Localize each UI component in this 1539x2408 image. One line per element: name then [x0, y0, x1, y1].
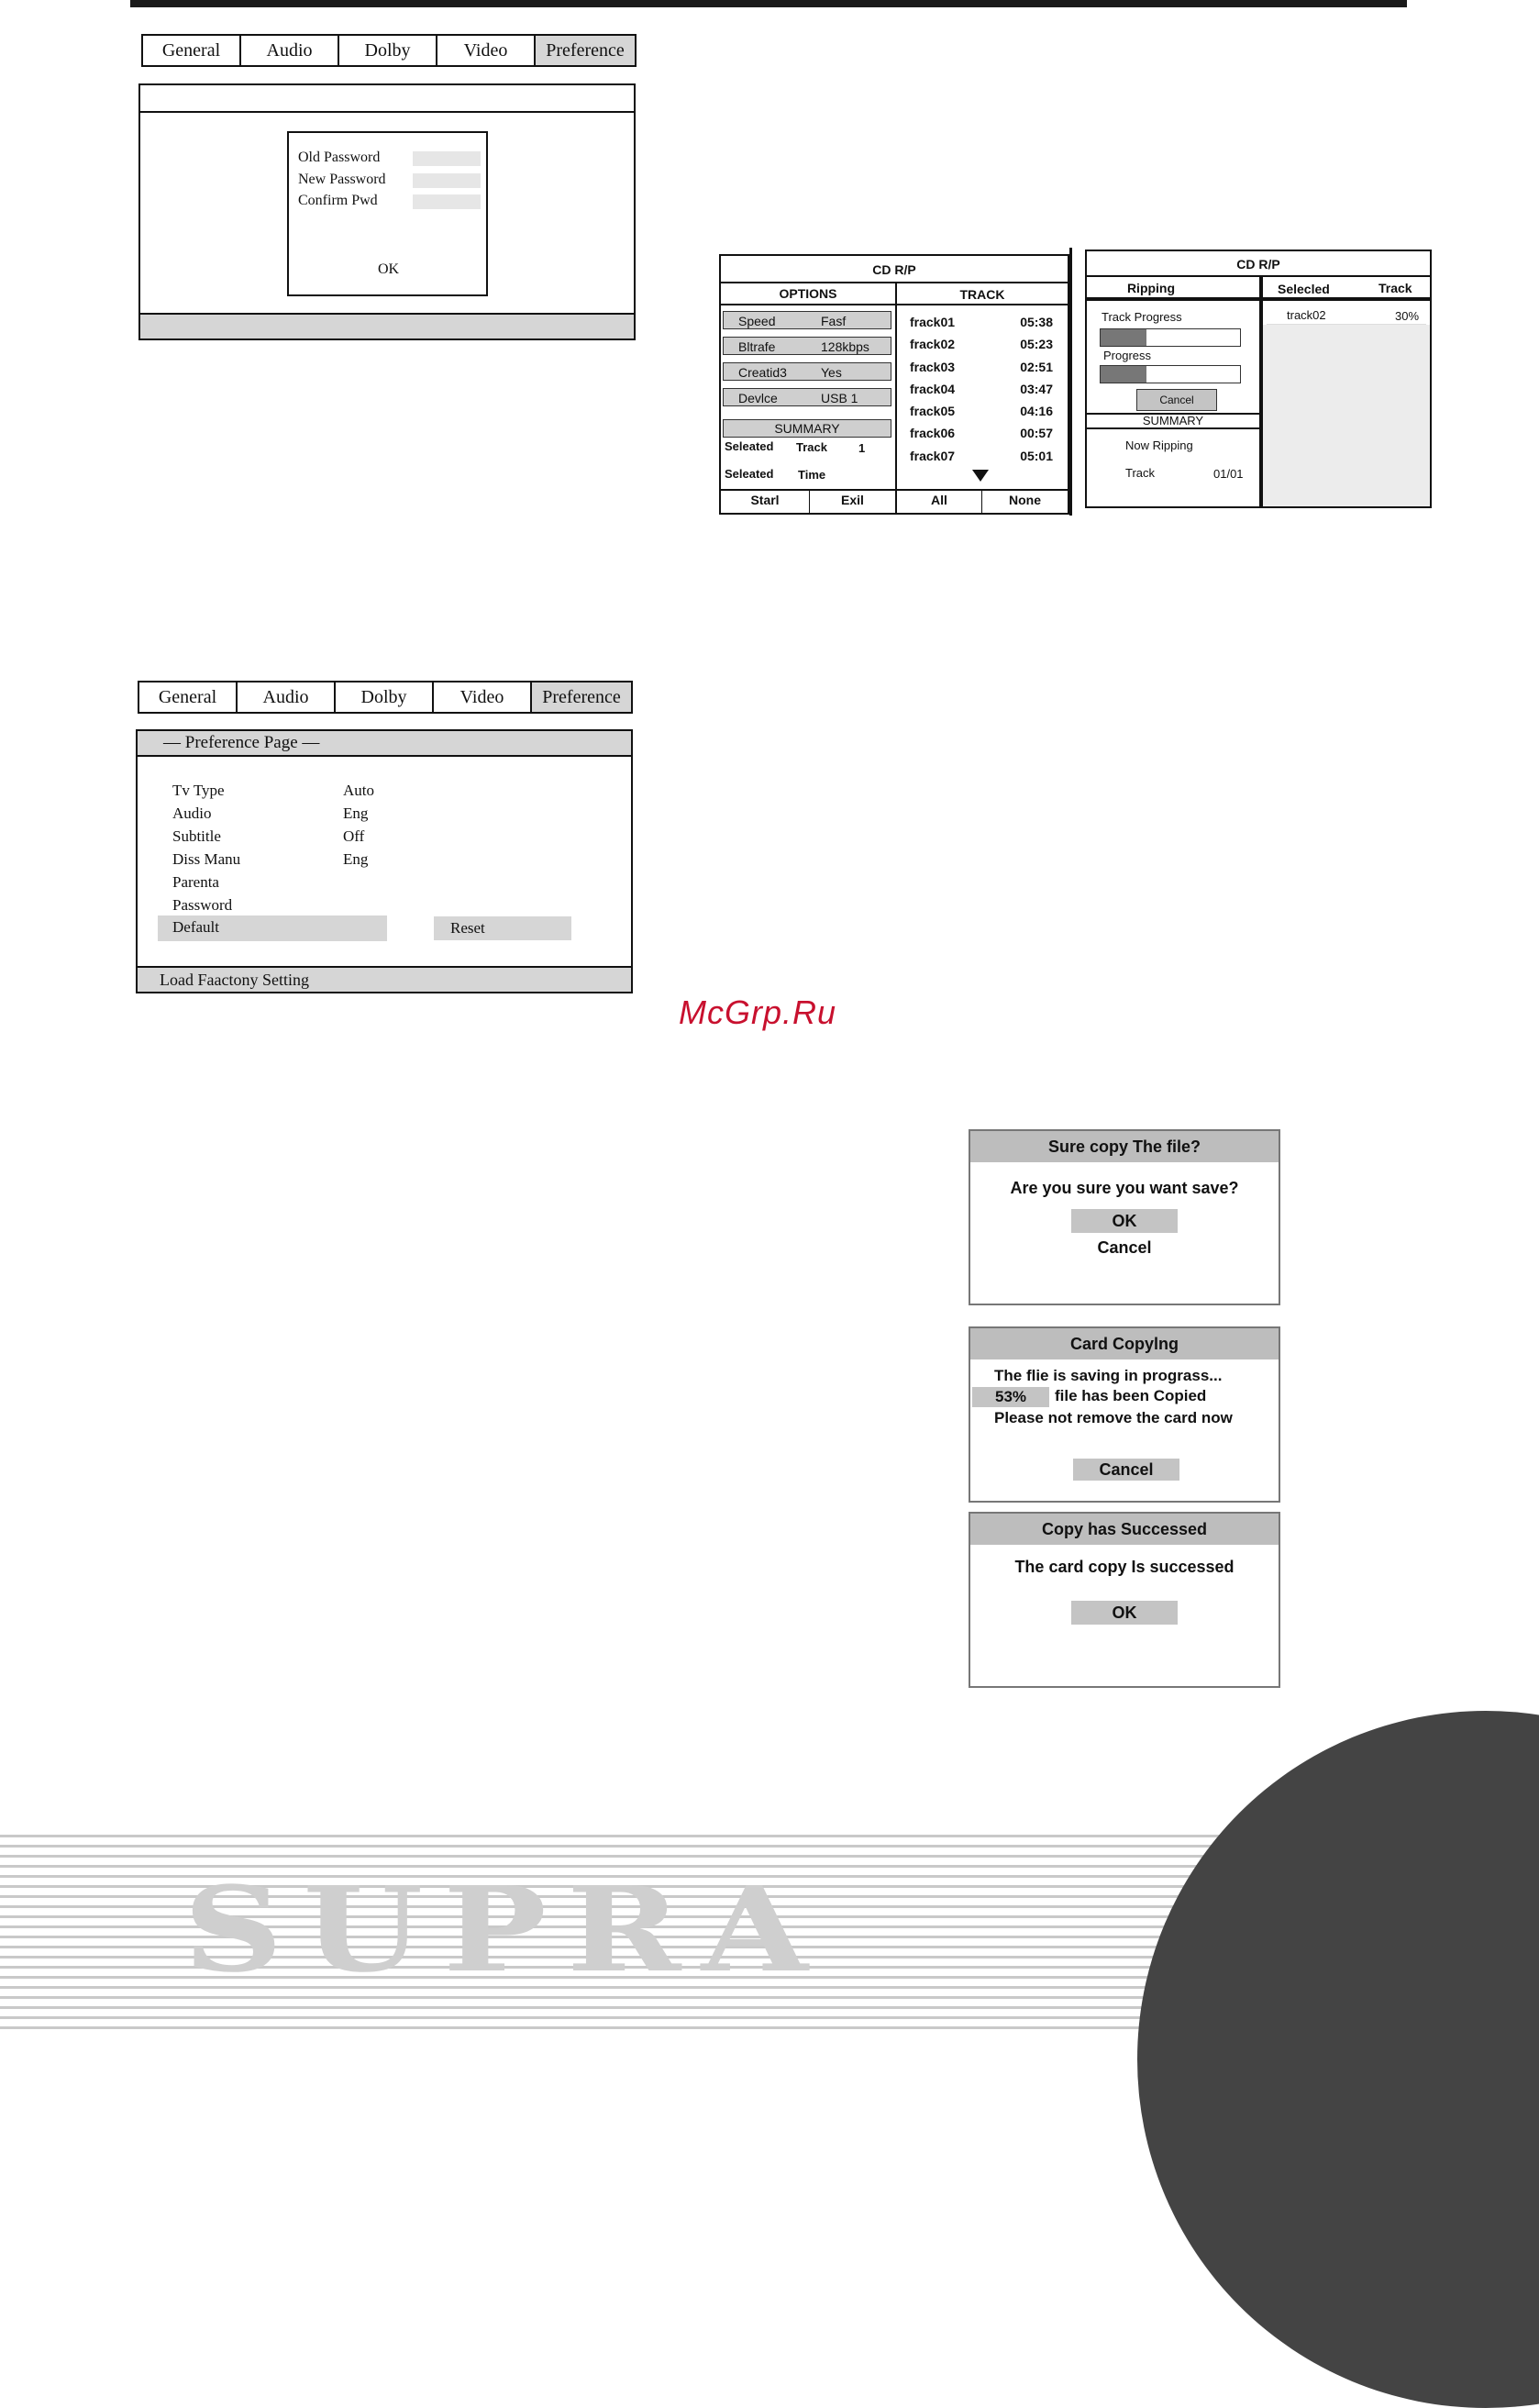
track-name: frack05 [910, 404, 956, 419]
copy-success-dialog [969, 1512, 1280, 1688]
option-value: 128kbps [821, 339, 869, 354]
track-time: 02:51 [1020, 359, 1053, 374]
track-row[interactable] [910, 445, 1053, 467]
option-value: Yes [821, 365, 842, 380]
tab-audio[interactable]: Audio [236, 681, 334, 714]
track-header: Track [1378, 281, 1412, 295]
select-all-button[interactable]: All [931, 493, 947, 507]
start-button[interactable]: Starl [750, 493, 780, 507]
progress-label: Progress [1103, 349, 1152, 362]
password-tabs [141, 34, 637, 67]
new-password-field[interactable] [413, 173, 481, 188]
progress-bar [1100, 365, 1241, 383]
track-time: 05:23 [1020, 337, 1053, 352]
track-row[interactable] [910, 356, 1053, 378]
tab-preference[interactable]: Preference [534, 34, 637, 67]
pref-value: Auto [343, 782, 374, 799]
status-bar [140, 313, 634, 338]
tab-video[interactable]: Video [436, 34, 534, 67]
cancel-button[interactable]: Cancel [1073, 1459, 1179, 1481]
pref-label[interactable]: Parenta [172, 873, 219, 891]
selected-time-label: Seleated [725, 467, 774, 481]
now-ripping-label: Now Ripping [1125, 438, 1193, 452]
track-header: TRACK [897, 283, 1068, 305]
pref-value: Eng [343, 805, 369, 822]
pref-label[interactable]: Audio [172, 805, 212, 822]
selected-track-name: track02 [1287, 308, 1326, 322]
copying-line2: file has been Copied [1055, 1387, 1207, 1404]
track-name: frack01 [910, 315, 956, 329]
pref-value: Off [343, 827, 365, 845]
summary-label: SUMMARY [723, 419, 891, 438]
options-header: OPTIONS [721, 283, 895, 305]
track-name: frack06 [910, 426, 956, 441]
cancel-button[interactable]: Cancel [1136, 389, 1217, 411]
new-password-label: New Password [298, 172, 386, 187]
track-name: frack07 [910, 448, 956, 463]
column-divider [895, 283, 897, 513]
footer-divider [721, 489, 1068, 491]
card-copying-dialog [969, 1326, 1280, 1503]
track-list [910, 311, 1053, 467]
save-confirm-dialog [969, 1129, 1280, 1305]
track-time: 05:38 [1020, 315, 1053, 329]
brand-logo: SUPRA [183, 1860, 828, 1999]
dialog-title: Copy has Successed [970, 1514, 1279, 1545]
pref-values [343, 779, 374, 871]
tab-video[interactable]: Video [432, 681, 530, 714]
cd-rip-title: CD R/P [1087, 251, 1430, 277]
option-label: Bltrafe [738, 339, 776, 354]
track-time: 00:57 [1020, 426, 1053, 441]
ripping-header: Ripping [1126, 281, 1176, 295]
tab-dolby[interactable]: Dolby [334, 681, 432, 714]
panel-separator [1069, 248, 1072, 516]
dialog-title: Card Copylng [970, 1328, 1279, 1359]
selected-track-key: Track [796, 440, 827, 454]
track-count: 01/01 [1213, 467, 1244, 481]
preference-tabs [138, 681, 633, 714]
track-row[interactable] [910, 333, 1053, 355]
track-row[interactable] [910, 311, 1053, 333]
track-time: 03:47 [1020, 381, 1053, 396]
dialog-title: Sure copy The file? [970, 1131, 1279, 1162]
scroll-down-icon[interactable] [972, 470, 989, 482]
track-name: frack03 [910, 359, 956, 374]
old-password-label: Old Password [298, 150, 381, 165]
dialog-question: Are you sure you want save? [1010, 1179, 1239, 1197]
watermark: McGrp.Ru [679, 993, 837, 1031]
status-bar: Load Faactony Setting [138, 966, 631, 992]
option-label: Creatid3 [738, 365, 787, 380]
cd-rip-options-panel [719, 254, 1069, 515]
success-message: The card copy Is successed [1014, 1558, 1235, 1576]
selected-track-percent: 30% [1395, 309, 1420, 323]
select-none-button[interactable]: None [1009, 493, 1041, 507]
track-row[interactable] [910, 400, 1053, 422]
tab-preference[interactable]: Preference [530, 681, 633, 714]
selected-track-label: Seleated [725, 439, 774, 453]
option-label: Speed [738, 314, 776, 328]
pref-label[interactable]: Subtitle [172, 827, 221, 845]
option-speed[interactable] [723, 311, 891, 329]
tab-general[interactable]: General [138, 681, 236, 714]
password-panel [138, 83, 636, 340]
password-dialog [287, 131, 488, 296]
ok-button[interactable]: OK [378, 261, 400, 277]
copy-percent: 53% [972, 1387, 1049, 1407]
preference-panel [136, 729, 633, 993]
option-value: Fasf [821, 314, 847, 328]
track-progress-bar [1100, 328, 1241, 347]
pref-value: Eng [343, 850, 369, 868]
track-name: frack02 [910, 337, 956, 352]
pref-label[interactable]: Diss Manu [172, 850, 241, 868]
track-time: 04:16 [1020, 404, 1053, 419]
tab-general[interactable]: General [141, 34, 239, 67]
page-title: — Preference Page — [138, 731, 631, 757]
track-row[interactable] [910, 378, 1053, 400]
confirm-pwd-label: Confirm Pwd [298, 193, 378, 208]
track-label: Track [1125, 466, 1156, 480]
default-item[interactable]: Default [158, 915, 387, 941]
old-password-field[interactable] [413, 151, 481, 166]
exit-button[interactable]: Exil [841, 493, 864, 507]
option-bitrate[interactable] [723, 337, 891, 355]
tab-audio[interactable]: Audio [239, 34, 338, 67]
copying-line1: The flie is saving in prograss... [994, 1367, 1223, 1384]
cd-rip-progress-panel [1085, 250, 1432, 508]
track-progress-fill [1101, 329, 1146, 346]
option-createid3[interactable] [723, 362, 891, 381]
confirm-pwd-field[interactable] [413, 194, 481, 209]
panel-divider [140, 111, 634, 113]
option-device[interactable] [723, 388, 891, 406]
reset-button[interactable]: Reset [434, 916, 571, 940]
pref-labels [172, 779, 240, 916]
option-value: USB 1 [821, 391, 858, 405]
selected-time-key: Time [798, 468, 826, 482]
tab-dolby[interactable]: Dolby [338, 34, 436, 67]
cancel-button[interactable]: Cancel [1097, 1238, 1152, 1257]
track-row[interactable] [910, 422, 1053, 444]
track-time: 05:01 [1020, 448, 1053, 463]
selected-list-area [1263, 325, 1430, 506]
selected-track-value: 1 [858, 441, 866, 455]
selected-track-row[interactable] [1267, 306, 1426, 325]
selected-header: Selecled [1278, 282, 1330, 296]
option-label: Devlce [738, 391, 778, 405]
progress-fill [1101, 366, 1146, 383]
track-progress-label: Track Progress [1102, 310, 1182, 324]
copying-line3: Please not remove the card now [994, 1409, 1233, 1426]
corner-circle [1137, 1711, 1539, 2408]
pref-label[interactable]: Tv Type [172, 782, 225, 799]
summary-label: SUMMARY [1087, 413, 1259, 429]
ok-button[interactable]: OK [1071, 1209, 1178, 1233]
track-name: frack04 [910, 381, 956, 396]
cd-rip-title: CD R/P [721, 256, 1068, 283]
top-rule [130, 0, 1407, 7]
ok-button[interactable]: OK [1071, 1601, 1178, 1625]
pref-label[interactable]: Password [172, 896, 233, 914]
